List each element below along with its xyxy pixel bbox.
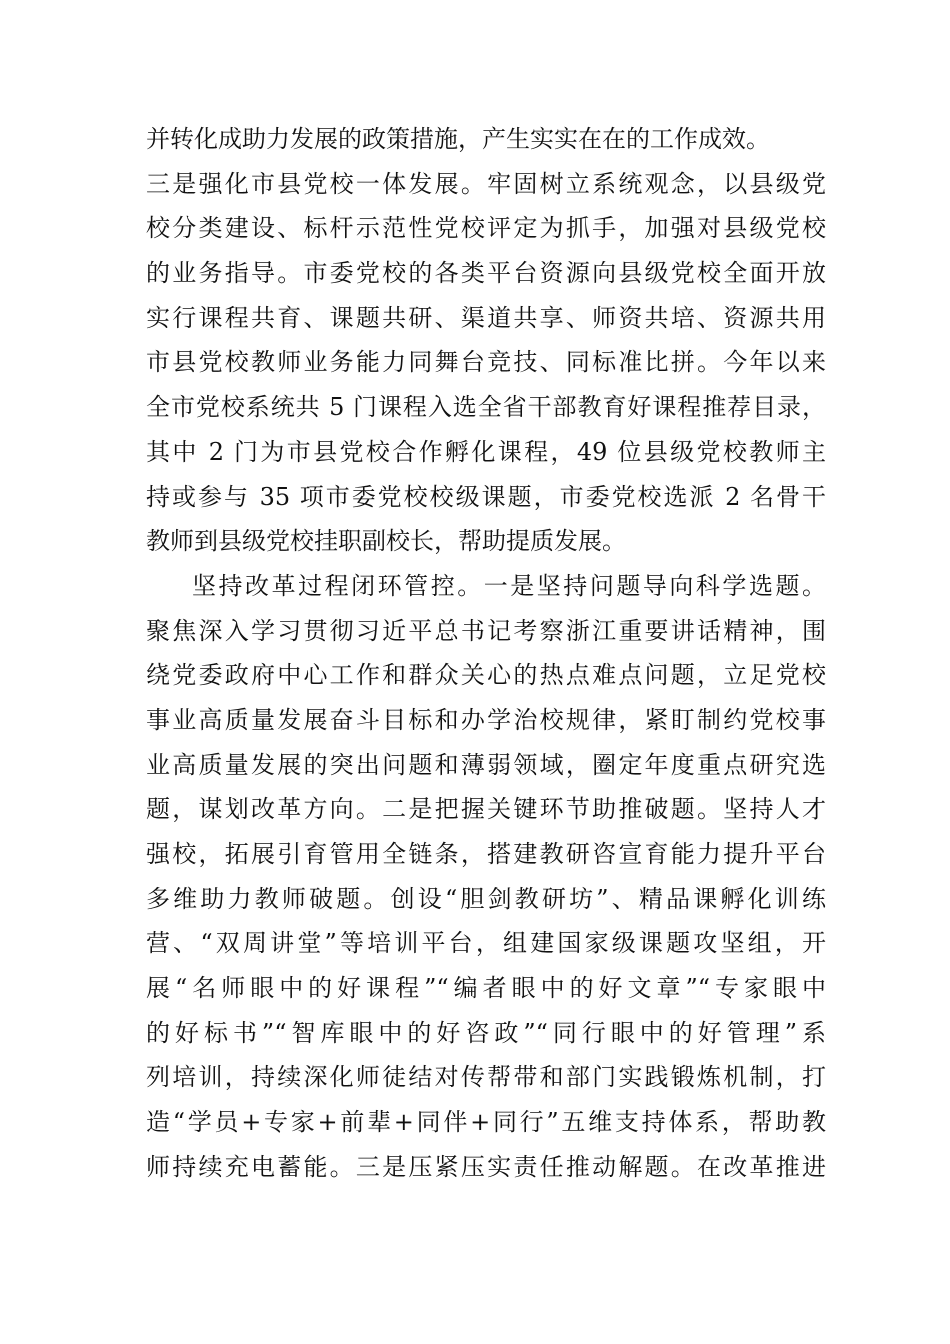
- text-line: 造“学员+专家+前辈+同伴+同行”五维支持体系，帮助教: [146, 1108, 826, 1137]
- text-line: 并转化成助力发展的政策措施，产生实实在在的工作成效。: [146, 125, 770, 153]
- text-line: 教师到县级党校挂职副校长，帮助提质发展。: [146, 527, 626, 556]
- text-line: 实行课程共育、课题共研、渠道共享、师资共培、资源共用: [146, 303, 826, 332]
- text-line: 强校，拓展引育管用全链条，搭建教研咨宣育能力提升平台: [146, 840, 826, 868]
- text-line: 营、“双周讲堂”等培训平台，组建国家级课题攻坚组，开: [146, 929, 826, 958]
- text-line: 校分类建设、标杆示范性党校评定为抓手，加强对县级党校: [146, 214, 826, 243]
- text-line: 其中 2 门为市县党校合作孵化课程，49 位县级党校教师主: [146, 437, 826, 466]
- text-line: 三是强化市县党校一体发展。牢固树立系统观念，以县级党: [146, 169, 826, 198]
- text-line: 师持续充电蓄能。三是压紧压实责任推动解题。在改革推进: [146, 1152, 826, 1181]
- text-line: 全市党校系统共 5 门课程入选全省干部教育好课程推荐目录，: [146, 393, 826, 422]
- text-line: 聚焦深入学习贯彻习近平总书记考察浙江重要讲话精神，围: [146, 616, 826, 645]
- text-line: 持或参与 35 项市委党校校级课题，市委党校选派 2 名骨干: [146, 482, 826, 511]
- text-line: 列培训，持续深化师徒结对传帮带和部门实践锻炼机制，打: [146, 1063, 826, 1092]
- text-line: 展“名师眼中的好课程”“编者眼中的好文章”“专家眼中: [146, 974, 826, 1003]
- text-line: 题，谋划改革方向。二是把握关键环节助推破题。坚持人才: [146, 795, 826, 824]
- text-line: 的好标书”“智库眼中的好咨政”“同行眼中的好管理”系: [146, 1018, 826, 1047]
- paragraph-first-line: 坚持改革过程闭环管控。一是坚持问题导向科学选题。: [192, 571, 826, 600]
- text-line: 的业务指导。市委党校的各类平台资源向县级党校全面开放: [146, 259, 826, 288]
- text-line: 事业高质量发展奋斗目标和办学治校规律，紧盯制约党校事: [146, 705, 826, 734]
- document-body: [146, 117, 826, 1190]
- text-line: 市县党校教师业务能力同舞台竞技、同标准比拼。今年以来: [146, 348, 826, 377]
- text-line: 绕党委政府中心工作和群众关心的热点难点问题，立足党校: [146, 661, 826, 690]
- text-line: 业高质量发展的突出问题和薄弱领域，圈定年度重点研究选: [146, 750, 826, 779]
- text-line: 多维助力教师破题。创设“胆剑教研坊”、精品课孵化训练: [146, 884, 826, 913]
